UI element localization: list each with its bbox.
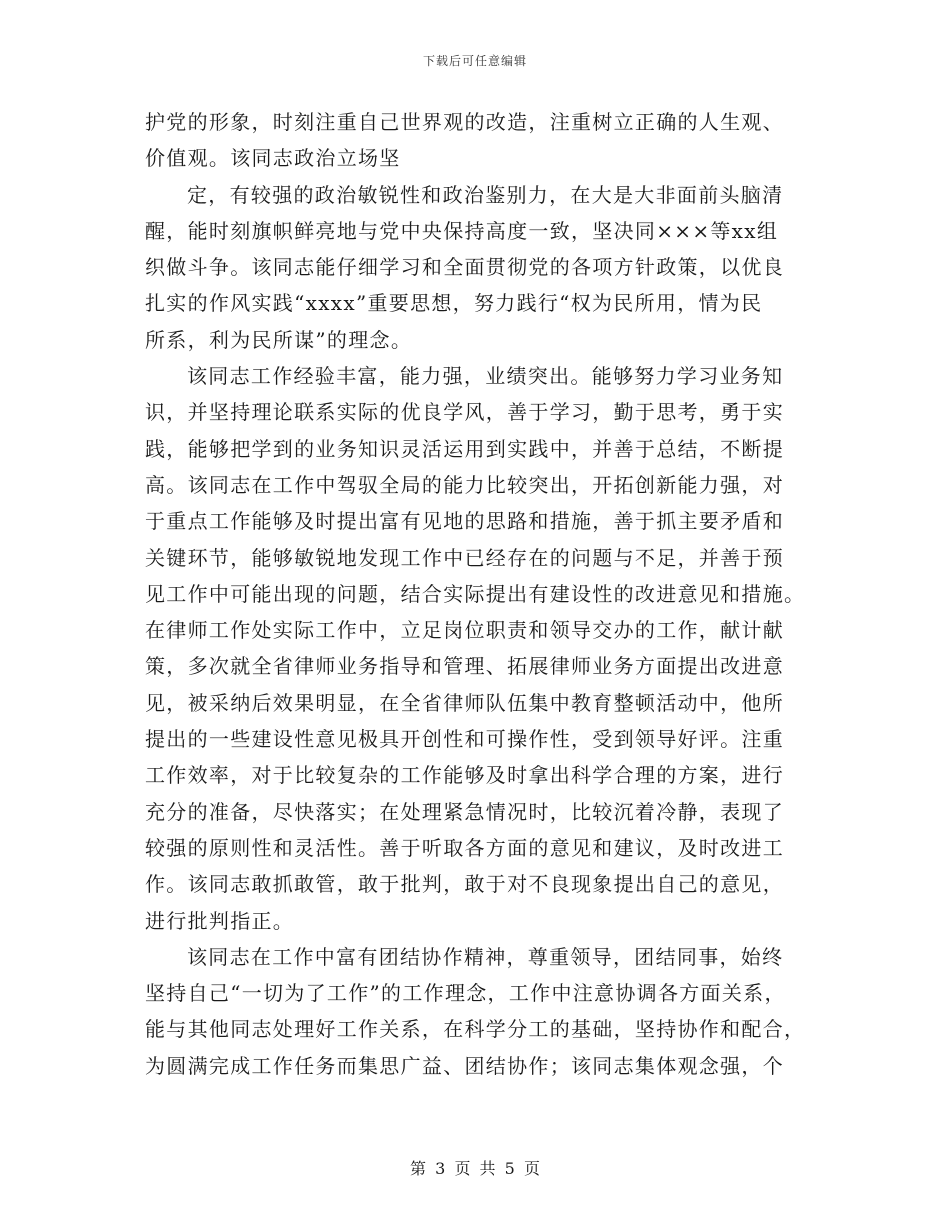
page-footer xyxy=(0,1156,950,1179)
text-line: 所系，利为民所谋”的理念。 xyxy=(145,327,413,352)
text-line: 提出的一些建设性意见极具开创性和可操作性，受到领导好评。注重 xyxy=(145,727,784,752)
text-line: 于重点工作能够及时提出富有见地的思路和措施，善于抓主要矛盾和 xyxy=(145,509,784,534)
text-line: 进行批判指正。 xyxy=(145,908,295,933)
footer-page-unit: 页 xyxy=(454,1159,471,1178)
total-page-count: 5 xyxy=(504,1159,515,1178)
text-line: 醒，能时刻旗帜鲜亮地与党中央保持高度一致，坚决同×××等xx组 xyxy=(145,218,779,243)
text-line: 护党的形象，时刻注重自己世界观的改造，注重树立正确的人生观、 xyxy=(145,110,784,134)
document-body xyxy=(145,104,806,1084)
text-line: 策，多次就全省律师业务指导和管理、拓展律师业务方面提出改进意 xyxy=(145,654,784,679)
text-line: 坚持自己“一切为了工作”的工作理念，工作中注意协调各方面关系， xyxy=(145,981,786,1006)
text-line: 见工作中可能出现的问题，结合实际提出有建设性的改进意见和措施。 xyxy=(145,581,806,606)
text-line: 扎实的作风实践“xxxx”重要思想，努力践行“权为民所用，情为民 xyxy=(145,291,763,316)
text-line: 较强的原则性和灵活性。善于听取各方面的意见和建议，及时改进工 xyxy=(145,835,784,860)
text-line: 高。该同志在工作中驾驭全局的能力比较突出，开拓创新能力强，对 xyxy=(145,472,784,497)
footer-prefix: 第 xyxy=(410,1159,427,1178)
text-line: 该同志在工作中富有团结协作精神，尊重领导，团结同事，始终 xyxy=(187,944,784,969)
text-line: 定，有较强的政治敏锐性和政治鉴别力，在大是大非面前头脑清 xyxy=(187,182,784,207)
text-line: 为圆满完成工作任务而集思广益、团结协作；该同志集体观念强，个 xyxy=(145,1053,784,1078)
text-line: 价值观。该同志政治立场坚 xyxy=(145,146,401,171)
text-line: 践，能够把学到的业务知识灵活运用到实践中，并善于总结，不断提 xyxy=(145,436,784,461)
footer-total-label: 共 xyxy=(479,1159,496,1178)
page-header: 下载后可任意编辑 xyxy=(422,54,527,68)
text-line: 该同志工作经验丰富，能力强，业绩突出。能够努力学习业务知 xyxy=(187,364,784,389)
text-line: 作。该同志敢抓敢管，敢于批判，敢于对不良现象提出自己的意见， xyxy=(145,872,784,897)
text-line: 织做斗争。该同志能仔细学习和全面贯彻党的各项方针政策，以优良 xyxy=(145,255,784,280)
footer-total-unit: 页 xyxy=(523,1159,540,1178)
text-line: 在律师工作处实际工作中，立足岗位职责和领导交办的工作，献计献 xyxy=(145,618,784,643)
text-line: 关键环节，能够敏锐地发现工作中已经存在的问题与不足，并善于预 xyxy=(145,545,784,570)
text-line: 工作效率，对于比较复杂的工作能够及时拿出科学合理的方案，进行 xyxy=(145,763,784,788)
text-line: 能与其他同志处理好工作关系，在科学分工的基础，坚持协作和配合， xyxy=(145,1017,806,1042)
text-line: 充分的准备，尽快落实；在处理紧急情况时，比较沉着冷静，表现了 xyxy=(145,799,784,824)
text-line: 识，并坚持理论联系实际的优良学风，善于学习，勤于思考，勇于实 xyxy=(145,400,784,425)
text-line: 见，被采纳后效果明显，在全省律师队伍集中教育整顿活动中，他所 xyxy=(145,690,784,715)
current-page-number: 3 xyxy=(435,1159,446,1178)
